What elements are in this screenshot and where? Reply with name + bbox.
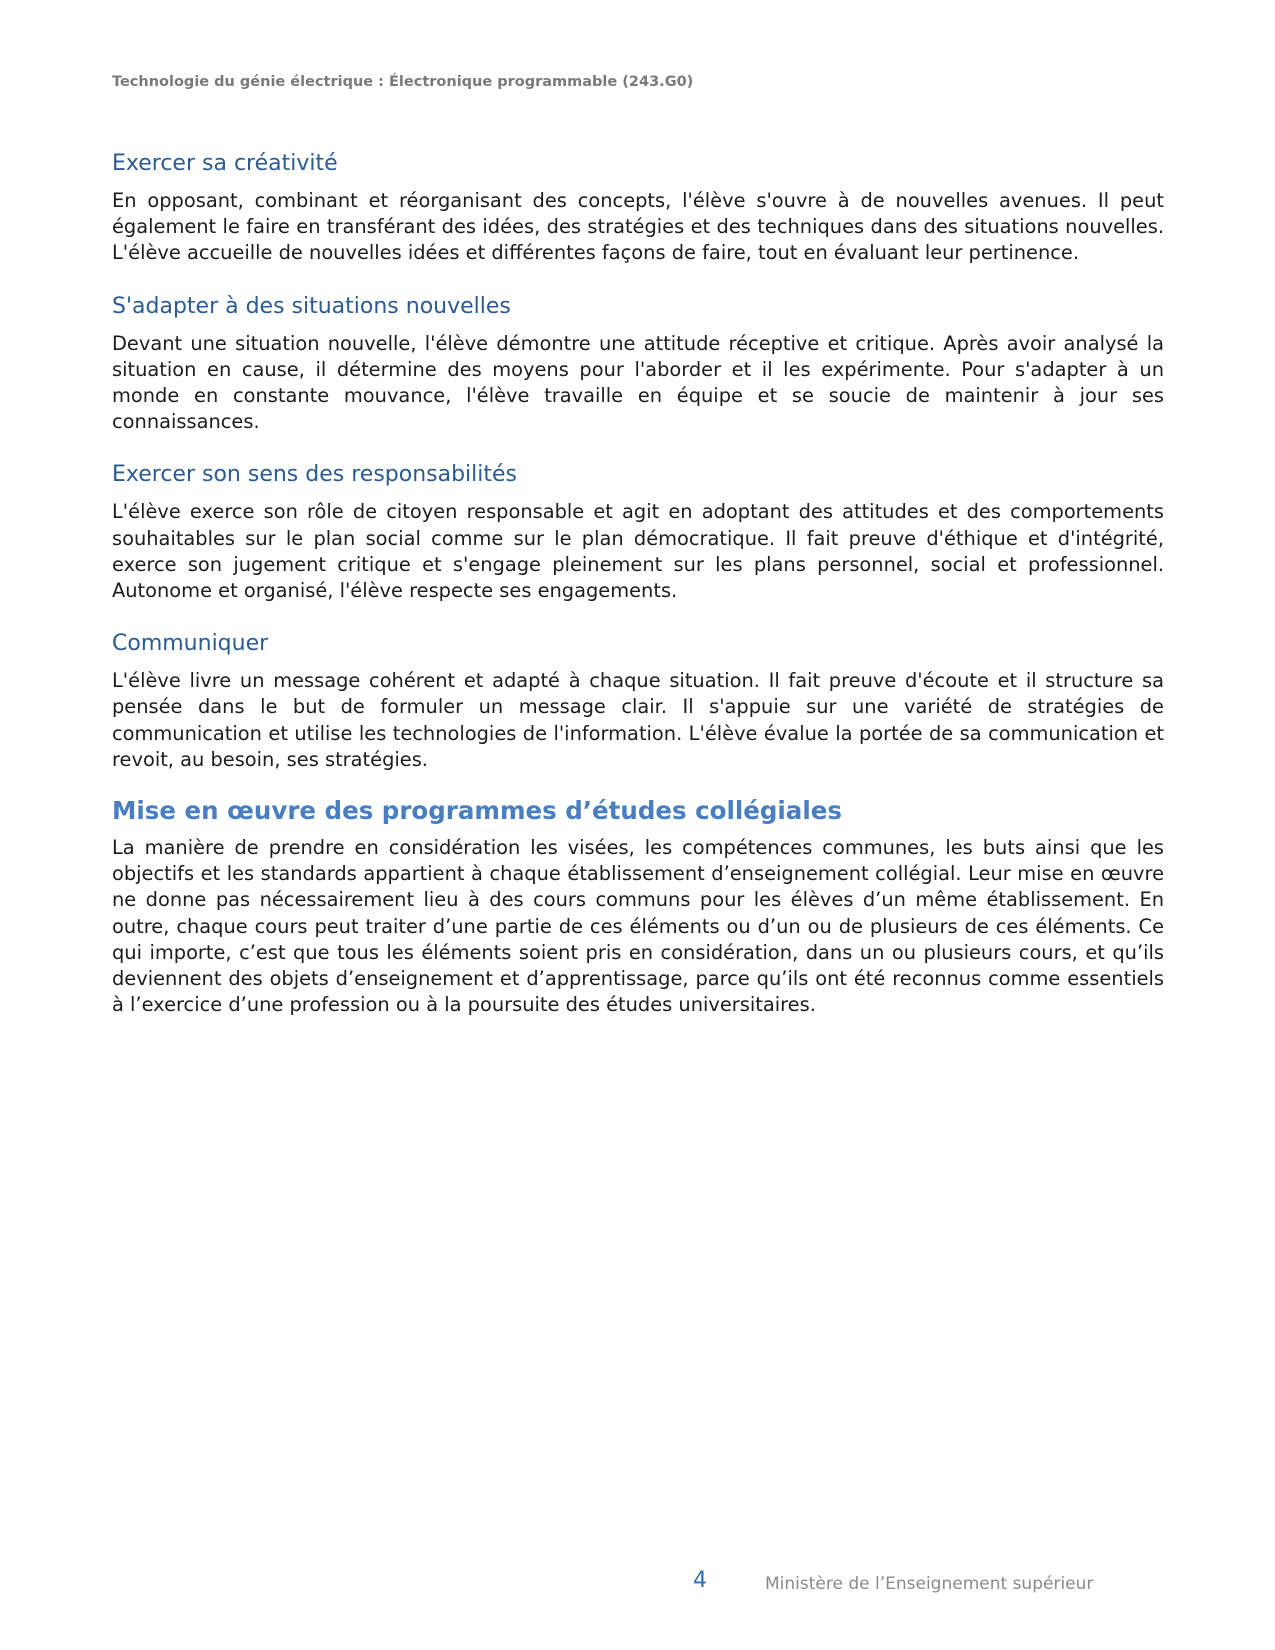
section-heading-communiquer: Communiquer xyxy=(112,631,269,657)
section-heading-creativite: Exercer sa créativité xyxy=(112,151,338,176)
section-paragraph-responsabilites: L'élève exerce son rôle de citoyen responsable et agit en adoptant des attitudes et des comportements souhaitables sur le plan social comme sur le plan démocratique. Il fait preuve d'éthique et d'intégrité, exerce son jugement critique et s'engage pleinement sur les plans personnel, social et professionnel. Autonome et organisé, l'élève respecte ses engagements. xyxy=(112,500,1164,603)
section-paragraph-creativite: En opposant, combinant et réorganisant des concepts, l'élève s'ouvre à de nouvelles avenues. Il peut également le faire en transférant des idées, des stratégies et des techniques dans des situations nouvelles. L'élève accueille de nouvelles idées et différentes façons de faire, tout en évaluant leur pertinence. xyxy=(112,189,1164,265)
running-header: Technologie du génie électrique : Électronique programmable (243.G0) xyxy=(112,74,694,90)
footer-ministry: Ministère de l’Enseignement supérieur xyxy=(765,1574,1094,1594)
page-number: 4 xyxy=(693,1568,707,1593)
section-paragraph-communiquer: L'élève livre un message cohérent et adapté à chaque situation. Il fait preuve d'écoute et il structure sa pensée dans le but de formuler un message clair. Il s'appuie sur une variété de stratégies de communication et utilise les technologies de l'information. L'élève évalue la portée de sa communication et revoit, au besoin, ses stratégies. xyxy=(112,669,1164,771)
page-content xyxy=(112,150,1164,1044)
section-heading-responsabilites: Exercer son sens des responsabilités xyxy=(112,462,518,488)
section-paragraph-adapter: Devant une situation nouvelle, l'élève démontre une attitude réceptive et critique. Après avoir analysé la situation en cause, il détermine des moyens pour l'aborder et il les expérimente. Pour s'adapter à un monde en constante mouvance, l'élève travaille en équipe et se soucie de maintenir à jour ses connaissances. xyxy=(112,331,1164,434)
main-section-heading: Mise en œuvre des programmes d’études collégiales xyxy=(112,796,842,826)
section-heading-adapter: S'adapter à des situations nouvelles xyxy=(112,293,511,319)
main-section-paragraph: La manière de prendre en considération les visées, les compétences communes, les buts ainsi que les objectifs et les standards appartient à chaque établissement d’enseignement collégial. Leur mise en œuvre ne donne pas nécessairement lieu à des cours communs pour les élèves d’un même établissement. En outre, chaque cours peut traiter d’une partie de ces éléments ou d’un ou de plusieurs de ces éléments. Ce qui importe, c’est que tous les éléments soient pris en considération, dans un ou plusieurs cours, et qu’ils deviennent des objets d’enseignement et d’apprentissage, parce qu’ils ont été reconnus comme essentiels à l’exercice d’une profession ou à la poursuite des études universitaires. xyxy=(112,836,1164,1017)
